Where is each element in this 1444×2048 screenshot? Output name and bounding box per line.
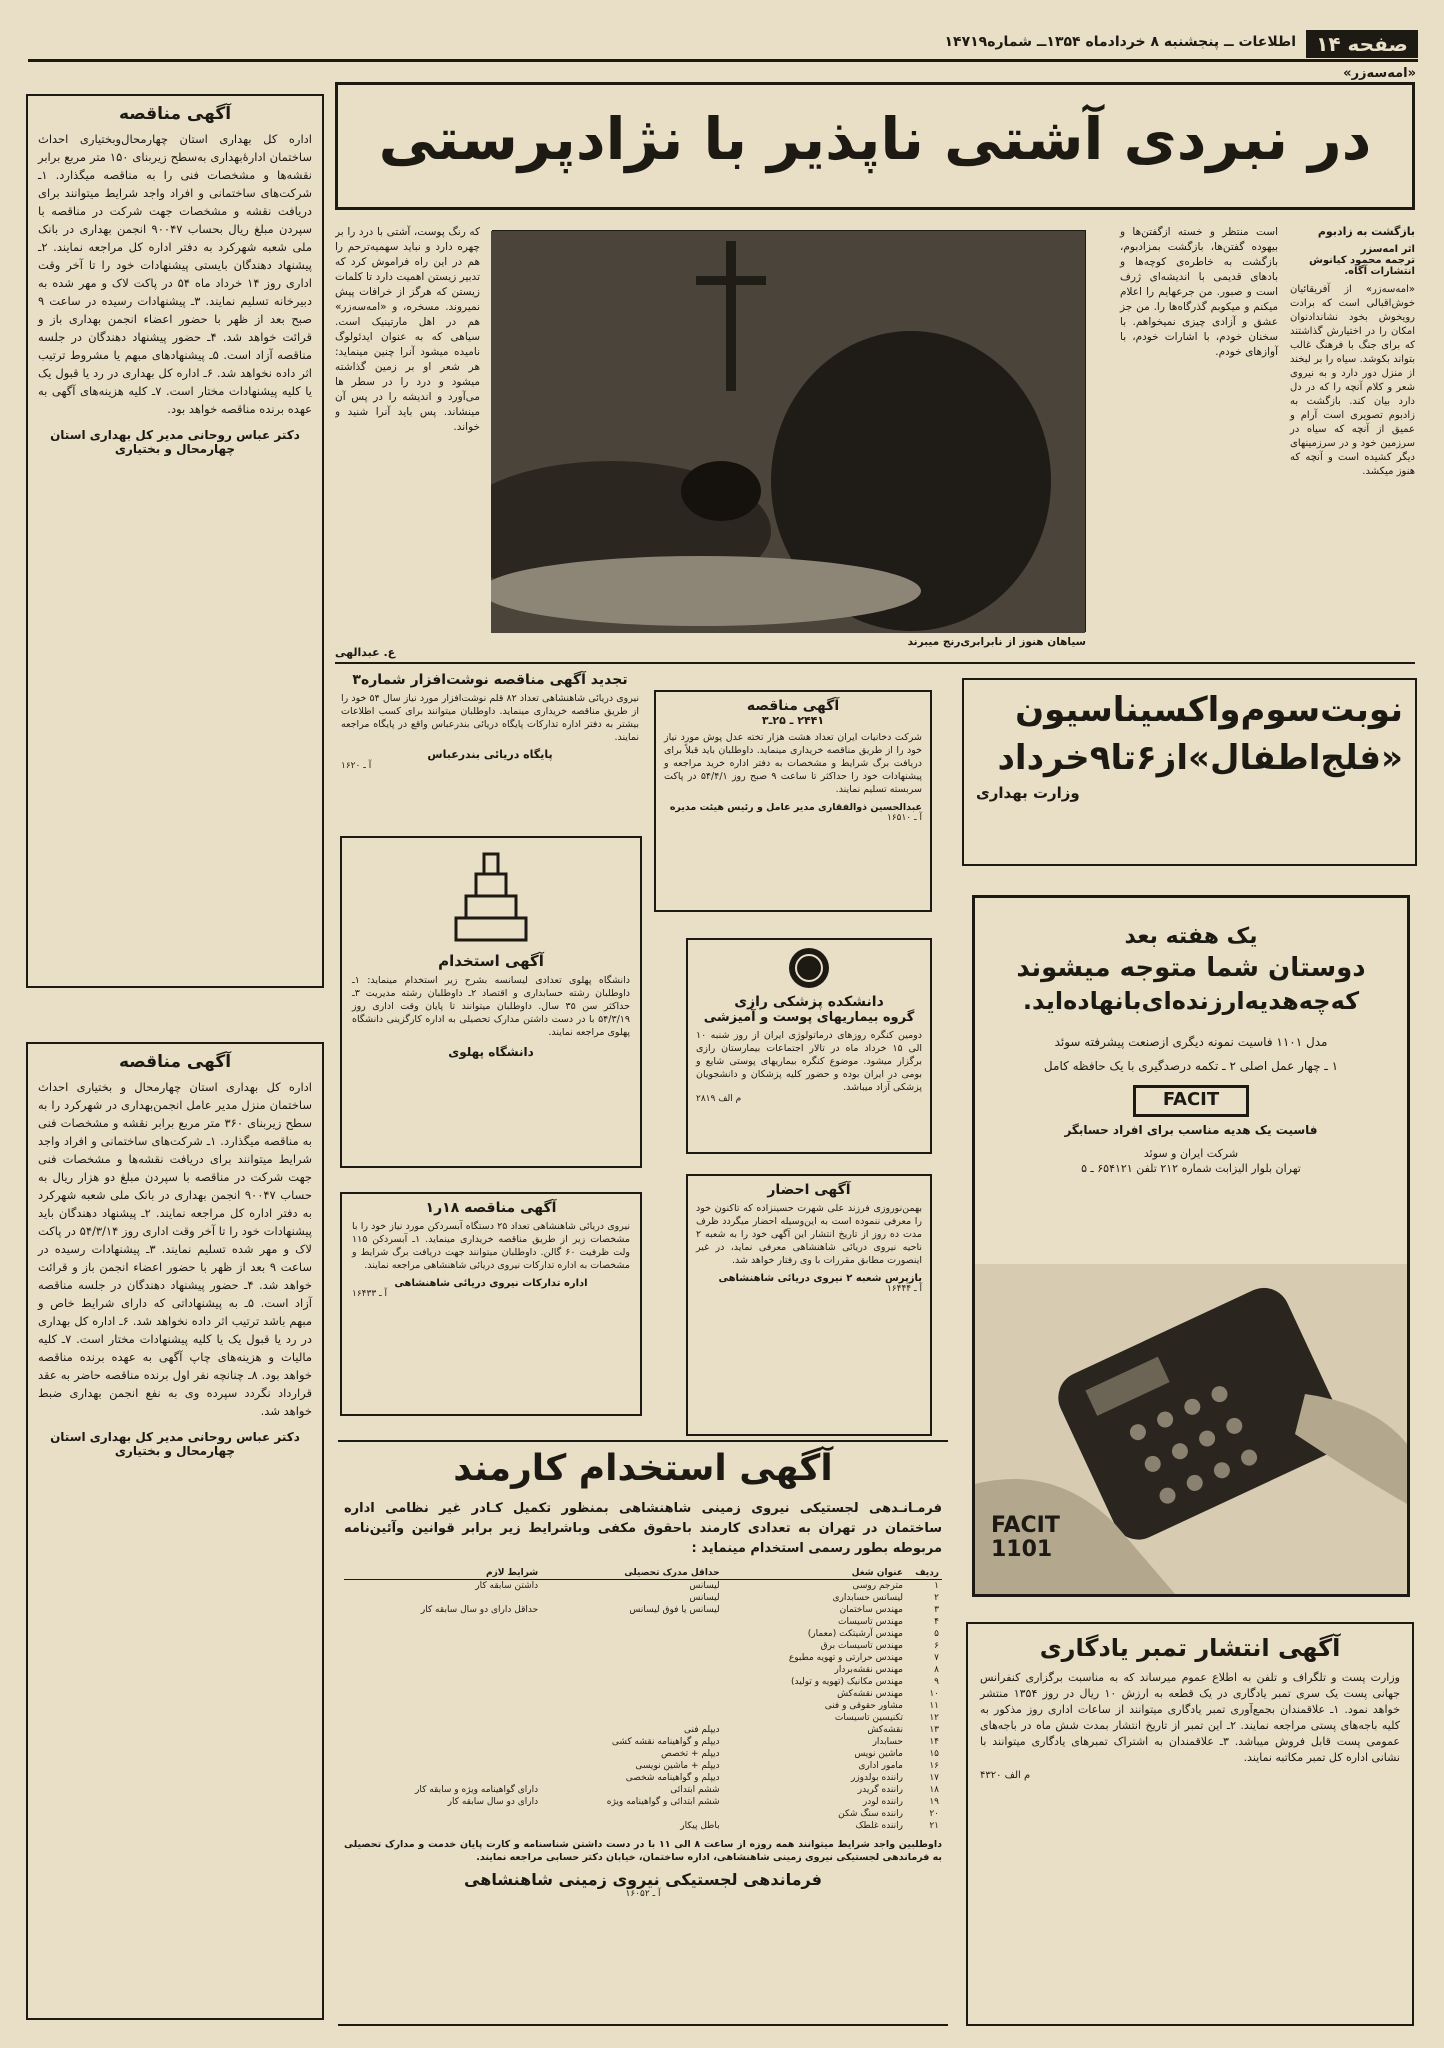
ad-title: آگهی مناقصه: [118, 104, 232, 124]
notice-line-2: «فلج‌اطفال»از۶تا۹خرداد: [997, 738, 1403, 778]
degree: دیپلم و گواهینامه نقشه کشی: [611, 1737, 720, 1747]
ad-reference: آ ـ ۱۶۵۱۰: [886, 813, 922, 823]
row-number: ۱۶: [929, 1761, 939, 1771]
ad-title: آگهی مناقصه: [118, 1052, 232, 1072]
table-row: [344, 1820, 942, 1832]
ad-title: آگهی مناقصه ۱۸ر۱: [425, 1200, 557, 1216]
intro-translator: ترجمه محمود کیانوش: [1309, 255, 1415, 266]
degree: دیپلم فنی: [684, 1725, 720, 1735]
left-tender-ad-1: [26, 94, 324, 988]
row-number: ۱۷: [929, 1773, 939, 1783]
intro-publisher: انتشارات آگاه.: [1344, 266, 1415, 277]
ad-body: وزارت پست و تلگراف و تلفن به اطلاع عموم میرساند که به مناسبت برگزاری کنفرانس جهانی پست یک سری تمبر یادگاری در یک قطعه به ارزش ۱۰ ریال در روز ۱۳۵۴ منتشر خواهد نمود. ۱ـ علاقمندان بجمع‌آوری تمبر یادگاری میتوانند از ساعات اداری روز مذکور به کلیه باجه‌های پستی مراجعه نمایند. ۲ـ این تمبر از تاریخ انتشار بمدت شش ماه در باجه‌های عمومی پست قابل فروش میباشد. ۳ـ علاقمندان به اشتراک تمبرهای یادگاری میتوانند با نشانی اداره کل تمبر مکاتبه نمایند.: [980, 1671, 1401, 1764]
ad-body: نیروی دریائی شاهنشاهی تعداد ۸۲ قلم نوشت‌افزار مورد نیاز سال ۵۴ خود را از طریق مناقصه خریداری مینماید. داوطلبان میتوانند برای کسب اطلاعات بیشتر به دفتر اداره تدارکات پایگاه دریائی بندرعباس واقع در پایگاه مراجعه نمایند.: [341, 693, 640, 743]
row-number: ۱۲: [929, 1713, 939, 1723]
degree: [541, 1652, 722, 1664]
ad-signature: بازپرس شعبه ۲ نیروی دریائی شاهنشاهی: [718, 1273, 922, 1284]
row-number: ۹: [934, 1677, 939, 1687]
degree: دیپلم + ماشین نویسی: [635, 1761, 720, 1771]
table-row: [344, 1640, 942, 1652]
job-title: مشاور حقوقی و فنی: [824, 1701, 903, 1711]
table-row: [344, 1700, 942, 1712]
table-row: [344, 1760, 942, 1772]
ad-reference: آ ـ ۱۶۲۰: [341, 761, 372, 771]
ad-address: تهران بلوار الیزابت شماره ۲۱۲ تلفن ۶۵۴۱۲۱ ـ ۵: [1081, 1162, 1301, 1175]
degree: [541, 1676, 722, 1688]
degree: [541, 1712, 722, 1724]
job-title: مهندس مکانیک (تهویه و تولید): [791, 1677, 903, 1687]
intro-title: بازگشت به زادبوم: [1317, 225, 1415, 238]
feature-bottom-rule: [335, 662, 1415, 664]
brand-name: FACIT: [1162, 1089, 1220, 1110]
requirements: [344, 1688, 541, 1700]
jobs-table: [344, 1567, 942, 1832]
requirements: [344, 1748, 541, 1760]
university-employment-ad: [340, 836, 642, 1168]
page-label: صفحه ۱۴: [1306, 30, 1418, 58]
device-brand: FACIT: [991, 1513, 1060, 1538]
ad-signature: فرماندهی لجستیکی نیروی زمینی شاهنشاهی: [464, 1870, 822, 1889]
ad-reference: آ ـ ۱۶۰۵۲: [625, 1889, 661, 1899]
notice-line-1: نوبت‌سوم‌واکسیناسیون: [1015, 690, 1403, 730]
table-row: [344, 1580, 942, 1593]
ad-line-1: یک هفته بعد: [1124, 924, 1258, 949]
degree: [541, 1640, 722, 1652]
degree: [541, 1616, 722, 1628]
requirements: [344, 1628, 541, 1640]
degree: [541, 1628, 722, 1640]
summons-ad: [686, 1174, 932, 1436]
job-title: راننده غلطک: [855, 1821, 903, 1831]
job-title: لیسانس حسابداری: [832, 1593, 903, 1603]
stamp-release-ad: [966, 1622, 1414, 2026]
row-number: ۱۹: [929, 1797, 939, 1807]
ad-line-3: که‌چه‌هدیه‌ارزنده‌ای‌بانهاده‌اید.: [1022, 987, 1360, 1015]
ad-subtitle: گروه بیماریهای پوست و آمیزشی: [703, 1010, 915, 1025]
degree: دیپلم + تخصص: [660, 1749, 720, 1759]
degree: [541, 1664, 722, 1676]
ad-body: دومین کنگره روزهای درماتولوژی ایران از روز شنبه ۱۰ الی ۱۵ خرداد ماه در تالار اجتماعات بیمارستان رازی برگزار میشود. موضوع کنگره بیماریهای پوستی شایع و بومی در ایران بوده و حضور کلیه پزشکان و دانشجویان پزشکی آزاد میباشد.: [696, 1030, 922, 1093]
ad-title: تجدید آگهی مناقصه نوشت‌افزار شماره۳: [352, 672, 628, 688]
brand-logo: [1133, 1085, 1249, 1117]
job-title: تکنیسین تاسیسات: [834, 1713, 903, 1723]
requirements: [344, 1700, 541, 1712]
ad-company: شرکت ایران و سوئد: [1143, 1147, 1239, 1160]
ad-title: آگهی استخدام: [438, 952, 544, 970]
tender-18-ad: [340, 1192, 642, 1416]
row-number: ۱۰: [929, 1689, 939, 1699]
requirements: حداقل دارای دو سال سابقه کار: [420, 1605, 539, 1615]
date-line: اطلاعات ــ پنجشنبه ۸ خردادماه ۱۳۵۴ــ شماره۱۴۷۱۹: [944, 34, 1296, 50]
ad-signature: اداره تدارکات نیروی دریائی شاهنشاهی: [394, 1278, 588, 1289]
degree: [541, 1700, 722, 1712]
feature-intro-col: [1290, 225, 1415, 479]
table-row: [344, 1664, 942, 1676]
requirements: [344, 1616, 541, 1628]
requirements: [344, 1676, 541, 1688]
feature-column-1: «امه‌سه‌زر» از آفریقائیان خوش‌اقبالی است که برادت رویخوش بخود نشاندادنوان امکان را در اختیارش گذاشتند که برای جنگ با فرهنگ غالب بتواند بکوشد. سیاه را بر لبخند از منزل دور دارد و به نیروی شعر و کلام آنچه را که در دل دارد بیان کند. بازگشت به زادبوم تصویری است آرام و عمیق از آنچه که سیاه در سرزمین خود و در سرزمینهای دیگر کشیده است و آنچه که هنوز میکشد.: [1290, 284, 1415, 477]
university-seal-icon: [787, 946, 831, 990]
job-title: حسابدار: [872, 1737, 903, 1747]
row-number: ۲: [934, 1593, 939, 1603]
row-number: ۱۳: [929, 1725, 939, 1735]
ad-body: دانشگاه پهلوی تعدادی لیسانسه بشرح زیر استخدام مینماید: ۱ـ داوطلبان رشته حسابداری و اقتصاد ۲ـ داوطلبان رشته مدیریت ۳ـ حداکثر سن ۳۵ سال. داوطلبان میتوانند تا پایان وقت اداری روز ۵۴/۳/۱۹ با در دست داشتن مدارک تحصیلی به اداره کارگزینی دانشگاه پهلوی مراجعه نمایند.: [352, 975, 630, 1038]
row-number: ۱۱: [929, 1701, 939, 1711]
crucifix-photo-illustration: [491, 231, 1085, 633]
feature-headline-box: [335, 82, 1415, 210]
col-header-title: عنوان شغل: [723, 1567, 906, 1580]
row-number: ۱: [934, 1581, 939, 1591]
ad-reference: آ ـ ۱۶۴۳۳: [352, 1289, 388, 1299]
ad-signature: پایگاه دریائی بندرعباس: [427, 748, 553, 761]
job-title: راننده لودر: [862, 1797, 903, 1807]
job-title: مهندس ساختمان: [839, 1605, 903, 1615]
table-row: [344, 1772, 942, 1784]
photo-caption: سیاهان هنوز از نابرابری‌رنج میبرند: [907, 636, 1086, 648]
device-model: 1101: [991, 1537, 1053, 1562]
col-header-row-no: ردیف: [906, 1567, 942, 1580]
job-title: راننده گریدر: [857, 1785, 903, 1795]
notice-signature: وزارت بهداری: [976, 784, 1080, 802]
row-number: ۱۴: [929, 1737, 939, 1747]
requirements: [344, 1712, 541, 1724]
requirements: دارای گواهینامه ویژه و سابقه کار: [415, 1785, 539, 1795]
table-row: [344, 1628, 942, 1640]
ad-signature: دکتر عباس روحانی مدیر کل بهداری استان چهارمحال و بختیاری: [50, 428, 300, 456]
table-row: [344, 1724, 942, 1736]
job-title: مهندس حرارتی و تهویه مطبوع: [788, 1653, 903, 1663]
row-number: ۸: [934, 1665, 939, 1675]
row-number: ۷: [934, 1653, 939, 1663]
job-title: راننده بولدوزر: [850, 1773, 903, 1783]
degree: ششم ابتدائی و گواهینامه ویژه: [606, 1797, 720, 1807]
ad-gift-line: فاسیت یک هدیه مناسب برای افراد حسابگر: [1064, 1123, 1318, 1137]
feature-column-3: که رنگ پوست، آشتی با درد را بر چهره دارد و نباید سهمیه‌ترحم را هم در این راه فراموش کرد که تدبیر زیستن اهمیت دارد تا کلمات زیستن که هرگز از خرافات پیش نمیروند. مسخره، و «امه‌سه‌زر» هم در اهل مارتینیک است. سیاهی که به عنوان ایدئولوگ نامیده میشود آنرا چنین مینماید: هر شعر او بر زمین گذاشته میشود و درد را در سطر ها می‌آورد و اندیشه را در پس آن مینشاند. پس باید آنرا شنید و خواند.: [335, 226, 480, 433]
table-row: [344, 1736, 942, 1748]
ad-reference: آ ـ ۱۶۴۴۴: [886, 1284, 922, 1294]
feature-photo: [492, 230, 1086, 632]
page-header: [28, 28, 1418, 62]
job-title: مهندس آرشیتکت (معمار): [807, 1629, 903, 1639]
table-row: [344, 1652, 942, 1664]
feature-headline: در نبردی آشتی ناپذیر با نژادپرستی: [378, 105, 1372, 173]
requirements: [344, 1664, 541, 1676]
row-number: ۲۰: [929, 1809, 939, 1819]
ad-footer: داوطلبین واجد شرایط میتوانند همه روزه از ساعت ۸ الی ۱۱ با در دست داشتن شناسنامه‌ و کارت پایان خدمت و مدارک تحصیلی به فرماندهی لجستیکی نیروی زمینی شاهنشاهی، اداره ساختمان، خیابان دکتر حسابی مراجعه نمایند.: [344, 1839, 942, 1863]
facit-calculator-ad: [972, 895, 1410, 1597]
requirements: [344, 1772, 541, 1784]
feature-column-2: است منتظر و خسته ازگفتن‌ها و بیهوده گفتن‌ها، بازگشت بمزادبوم، بازگشت به خاطره‌ی کوچه‌ها و بادهای قدیمی با اندیشه‌ای ژرف است و صبور. من جرعهایم را اعلام میکنم و میکوبم گذرگاه‌ها را. من جز عشق و آزادی چیزی نمیخواهم. با سخنان خودم، با اشارات خودم، با آوازهای خودم.: [1120, 226, 1278, 358]
ad-model-line: مدل ۱۱۰۱ فاسیت نمونه دیگری ازصنعت پیشرفته سوئد: [1054, 1035, 1328, 1049]
table-row: [344, 1592, 942, 1604]
row-number: ۱۸: [929, 1785, 939, 1795]
ad-body: اداره کل بهداری استان چهارمحال و بختیاری احداث ساختمان منزل مدیر عامل انجمن‌بهداری در شهرکرد را به سطح زیربنای ۳۶۰ متر مربع برابر نقشه و مشخصات فنی به مناقصه میگذارد. ۱ـ شرکت‌های ساختمانی و افراد واجد شرایط میتوانند برای دریافت نقشه‌ها و مشخصات فنی جهت شرکت در مناقصه با سپردن مبلغ دو هزار ریال به حساب ۹۰۰۴۷ انجمن بهداری در بانک ملی شعبه شهرکرد به دفتر اداره کل مراجعه نمایند. ۲ـ پیشنهاد دهندگان باید پیشنهادات خود را تا آخر وقت اداری روز ۵۴/۳/۱۴ در پاکت لاک و مهر شده تسلیم نمایند. ۳ـ پیشنهادات رسیده در ساعت ۹ بعد از ظهر با حضور اعضاء انجمن باز و قرائت خواهد شد. ۴ـ حضور پیشنهاد دهندگان در جلسه مناقصه آزاد است. ۵ـ به پیشنهاداتی که دارای شرایط خاص و مبهم باشد ترتیب اثر داده نخواهد شد. ۶ـ اداره کل بهداری در رد یا قبول یک یا کلیه پیشنهادات مختار است. ۷ـ کلیه مالیات و هزینه‌های چاپ آگهی به عهده برنده مناقصه خواهد بود. ۸ـ چنانچه نفر اول برنده مناقصه حاضر به عقد قرارداد نگردد سپرده وی به نفع انجمن بهداری ضبط خواهد شد.: [38, 1080, 313, 1418]
column-tag: «امه‌سه‌زر»: [1343, 66, 1416, 81]
ad-reference: م الف ۴۳۲۰: [980, 1770, 1031, 1781]
row-number: ۶: [934, 1641, 939, 1651]
requirements: [344, 1736, 541, 1748]
requirements: [344, 1724, 541, 1736]
degree: دیپلم و گواهینامه شخصی: [625, 1773, 720, 1783]
row-number: ۵: [934, 1629, 939, 1639]
ad-title: آگهی مناقصه: [746, 698, 840, 714]
col-header-degree: حداقل مدرک تحصیلی: [541, 1567, 722, 1580]
requirements: [344, 1820, 541, 1832]
ad-features: ۱ ـ چهار عمل اصلی ۲ ـ تکمه درصدگیری با یک حافظه کامل: [1043, 1059, 1339, 1073]
degree: لیسانس: [689, 1581, 720, 1591]
ad-intro: فرمـانـدهی لجستیکی نیروی زمینی شاهنشاهی بمنظور تکمیل کـادر غیر نظامی اداره ساختمان در تهران به تعدادی کارمند باحقوق مکفی وباشرایط زیر برابر قوانین وآئین‌نامه مربوطه بطور رسمی استخدام مینماید :: [344, 1501, 942, 1556]
table-row: [344, 1688, 942, 1700]
job-title: مهندس تاسیسات: [837, 1617, 903, 1627]
table-row: [344, 1784, 942, 1796]
ad-body: نیروی دریائی شاهنشاهی تعداد ۲۵ دستگاه آبسردکن مورد نیاز خود را با مشخصات زیر از طریق مناقصه خریداری مینماید. ۱ـ آبسردکن ۱۱۵ ولت ظرفیت ۶۰ گالن. داوطلبان میتوانند جهت دریافت برگ شرایط و مشخصات به اداره تدارکات نیروی دریائی شاهنشاهی مراجعه نمایند.: [352, 1221, 630, 1271]
ad-signature: دانشگاه پهلوی: [448, 1045, 534, 1059]
table-row: [344, 1748, 942, 1760]
degree: لیسانس: [689, 1593, 720, 1603]
degree: [541, 1808, 722, 1820]
row-number: ۲۱: [929, 1821, 939, 1831]
ad-title: دانشکده پزشکی رازی: [734, 994, 884, 1010]
degree: باطل پیکار: [680, 1821, 720, 1831]
renewal-tender-ad: [335, 668, 645, 818]
requirements: [344, 1808, 541, 1820]
requirements: دارای دو سال سابقه کار: [447, 1797, 539, 1807]
job-title: مترجم روسی: [852, 1581, 903, 1591]
razi-congress-ad: [686, 938, 932, 1154]
ad-title: آگهی انتشار تمبر یادگاری: [1039, 1634, 1341, 1662]
university-emblem-icon: [446, 848, 536, 948]
requirements: [344, 1592, 541, 1604]
job-title: مامور اداری: [858, 1761, 903, 1771]
job-title: راننده سنگ شکن: [838, 1809, 903, 1819]
left-tender-ad-2: [26, 1042, 324, 2020]
table-row: [344, 1796, 942, 1808]
ad-number: ۲۴۴۱ ـ ۲۵ـ۳: [761, 714, 825, 727]
row-number: ۴: [934, 1617, 939, 1627]
ad-reference: م الف ۲۸۱۹: [696, 1094, 742, 1104]
ad-line-2: دوستان شما متوجه میشوند: [1016, 953, 1366, 983]
table-row: [344, 1808, 942, 1820]
table-row: [344, 1604, 942, 1616]
col-header-requirements: شرایط لازم: [344, 1567, 541, 1580]
degree: ششم ابتدائی: [670, 1785, 720, 1795]
table-row: [344, 1712, 942, 1724]
job-title: ماشین نویس: [854, 1749, 903, 1759]
ad-title: آگهی استخدام کارمند: [453, 1448, 833, 1489]
job-title: مهندس نقشه‌کش: [837, 1689, 903, 1699]
requirements: داشتن سابقه کار: [475, 1581, 539, 1591]
ad-signature: عبدالحسین ذوالفقاری مدیر عامل و رئیس هیئت مدیره: [669, 802, 922, 813]
job-title: مهندس تاسیسات برق: [820, 1641, 903, 1651]
vaccination-notice: [962, 678, 1417, 866]
degree: [541, 1688, 722, 1700]
job-title: مهندس نقشه‌بردار: [834, 1665, 903, 1675]
degree: لیسانس یا فوق لیسانس: [629, 1605, 720, 1615]
intro-author: اثر امه‌سزر: [1360, 244, 1415, 255]
ad-title: آگهی احضار: [767, 1182, 851, 1198]
job-title: نقشه‌کش: [867, 1725, 903, 1735]
feature-signature: ع. عبدالهی: [335, 646, 396, 659]
requirements: [344, 1640, 541, 1652]
staff-employment-ad: [338, 1440, 948, 2026]
requirements: [344, 1652, 541, 1664]
ad-body: اداره کل بهداری استان چهارمحال‌وبختیاری احداث ساختمان ادارۀ‌بهداری به‌سطح زیربنای ۱۵۰ متر مربع برابر نقشه‌ها و مشخصات فنی را به مناقصه میگذارد. ۱ـ شرکت‌های ساختمانی و افراد واجد شرایط میتوانند برای دریافت نقشه و مشخصات جهت شرکت در مناقصه با سپردن مبلغ ریال بحساب ۹۰۰۴۷ انجمن بهداری در بانک ملی شعبه شهرکرد به دفتر اداره کل مراجعه نمایند. ۲ـ پیشنهاد دهندگان بایستی پیشنهادات خود را تا آخر وقت اداری روز ۱۴ خرداد ماه ۵۴ در پاکت لاک و مهر شده به دبیرخانه تسلیم نمایند. ۳ـ پیشنهادات رسیده در ساعت ۹ صبح بعد از ظهر با حضور اعضاء انجمن بهداری باز و قرائت خواهد شد. ۴ـ حضور پیشنهاد دهندگان در جلسه مناقصه آزاد است. ۵ـ پیشنهادهای مبهم یا مشروط ترتیب اثر داده نخواهد شد. ۶ـ اداره کل بهداری در رد یا قبول یک یا کلیه پیشنهادات مختار است. ۷ـ کلیه هزینه‌های آگهی به عهده برنده مناقصه خواهد بود.: [38, 132, 313, 416]
tender-2441-ad: [654, 690, 932, 912]
ad-body: بهمن‌نوروزی فرزند علی شهرت حسینزاده که تاکنون خود را معرفی ننموده است به این‌وسیله احضار میگردد ظرف مدت ده روز از تاریخ انتشار این آگهی خود را به شعبه ۲ ناحیه نیروی دریائی شاهنشاهی معرفی نماید، در غیر اینصورت مطابق مقررات با وی رفتار خواهد شد.: [696, 1203, 922, 1266]
row-number: ۱۵: [929, 1749, 939, 1759]
table-row: [344, 1616, 942, 1628]
row-number: ۳: [934, 1605, 939, 1615]
ad-body: شرکت دخانیات ایران تعداد هشت هزار تخته عدل پوش مورد نیاز خود را از طریق مناقصه خریداری مینماید. داوطلبان باید قبلاً برای دریافت برگ شرایط و مشخصات به دفتر اداره خرید مراجعه و پیشنهادات خود را حداکثر تا ساعت ۹ صبح روز ۵۴/۴/۱ در پاکت سربسته تسلیم نمایند.: [664, 732, 923, 795]
requirements: [344, 1760, 541, 1772]
ad-signature: دکتر عباس روحانی مدیر کل بهداری استان چهارمحال و بختیاری: [50, 1430, 300, 1458]
table-row: [344, 1676, 942, 1688]
